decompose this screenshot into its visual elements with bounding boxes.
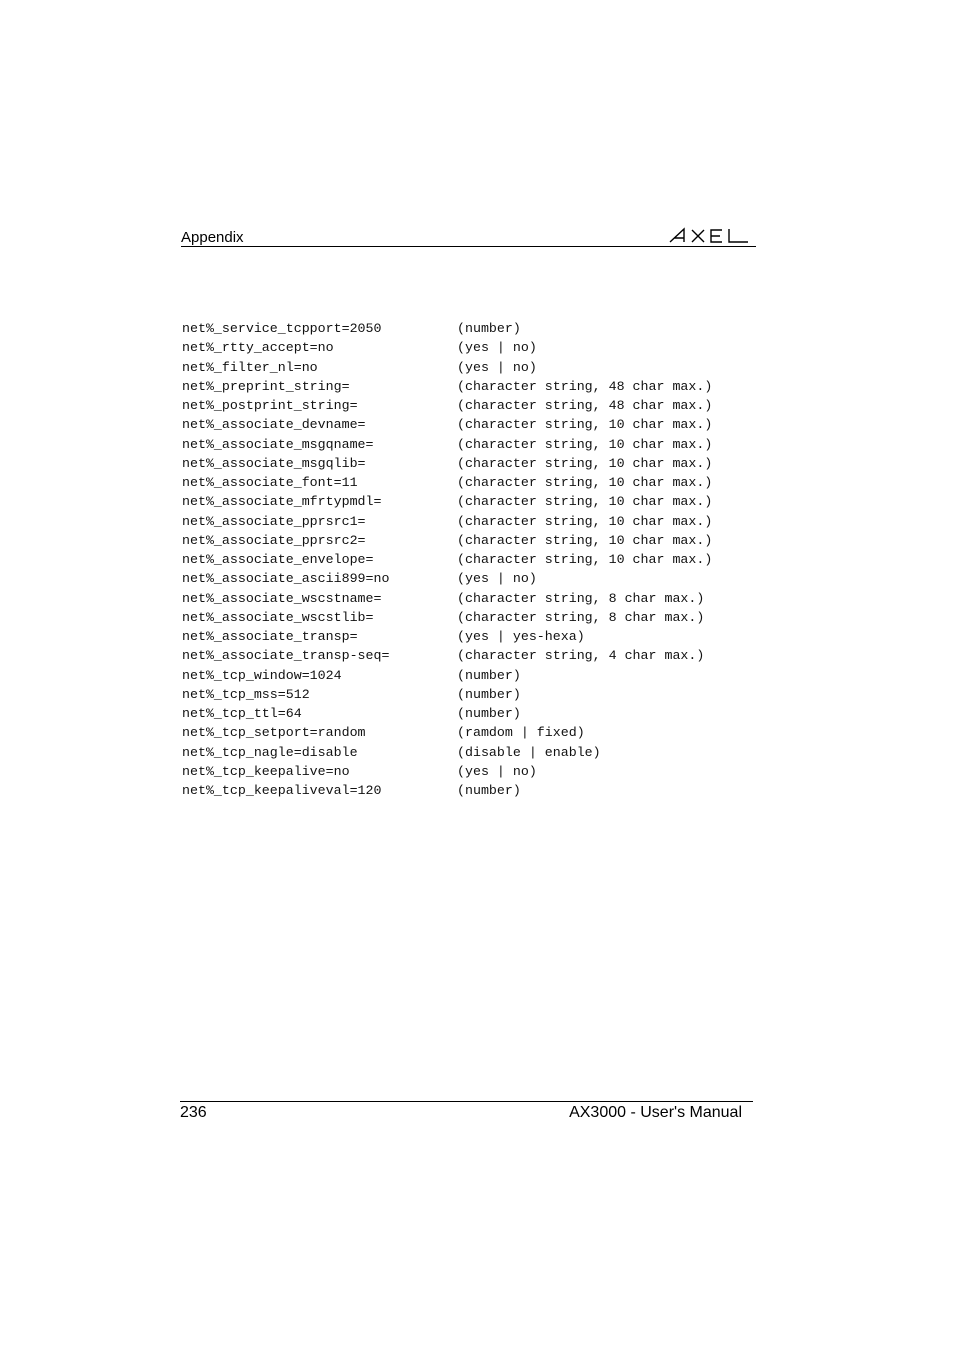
param-key: net%_associate_font=11 (182, 475, 358, 491)
param-key: net%_associate_wscstlib= (182, 609, 374, 625)
param-key: net%_associate_pprsrc2= (182, 532, 366, 548)
parameter-list (182, 319, 712, 800)
param-key: net%_associate_mfrtypmdl= (182, 494, 382, 510)
param-key: net%_tcp_keepaliveval=120 (182, 783, 382, 799)
page-header (181, 222, 756, 247)
param-key: net%_tcp_window=1024 (182, 667, 342, 683)
param-row (182, 569, 712, 588)
param-value: (character string, 10 char max.) (457, 513, 713, 529)
param-row (182, 723, 712, 742)
param-key: net%_tcp_setport=random (182, 725, 366, 741)
param-value: (number) (457, 783, 521, 799)
param-value: (disable | enable) (457, 744, 601, 760)
param-row (182, 512, 712, 531)
param-row (182, 743, 712, 762)
param-value: (character string, 10 char max.) (457, 417, 713, 433)
param-value: (number) (457, 667, 521, 683)
param-key: net%_service_tcpport=2050 (182, 321, 382, 337)
param-key: net%_tcp_ttl=64 (182, 706, 302, 722)
param-row (182, 454, 712, 473)
param-key: net%_associate_msgqlib= (182, 455, 366, 471)
param-value: (yes | no) (457, 359, 537, 375)
param-value: (character string, 48 char max.) (457, 398, 713, 414)
param-key: net%_tcp_keepalive=no (182, 763, 350, 779)
param-row (182, 473, 712, 492)
param-row (182, 704, 712, 723)
param-key: net%_associate_ascii899=no (182, 571, 390, 587)
param-key: net%_associate_msgqname= (182, 436, 374, 452)
param-value: (character string, 10 char max.) (457, 455, 713, 471)
param-value: (character string, 10 char max.) (457, 494, 713, 510)
param-key: net%_rtty_accept=no (182, 340, 334, 356)
param-row (182, 589, 712, 608)
param-key: net%_associate_wscstname= (182, 590, 382, 606)
param-value: (yes | no) (457, 763, 537, 779)
param-row (182, 685, 712, 704)
param-row (182, 492, 712, 511)
param-key: net%_postprint_string= (182, 398, 358, 414)
param-value: (number) (457, 321, 521, 337)
param-value: (character string, 48 char max.) (457, 378, 713, 394)
param-key: net%_preprint_string= (182, 378, 350, 394)
page-number: 236 (180, 1104, 207, 1121)
page-footer (180, 1101, 753, 1126)
param-row (182, 550, 712, 569)
param-row (182, 781, 712, 800)
param-key: net%_filter_nl=no (182, 359, 318, 375)
param-key: net%_associate_transp= (182, 629, 358, 645)
param-row (182, 627, 712, 646)
param-row (182, 396, 712, 415)
manual-title: AX3000 - User's Manual (569, 1104, 742, 1121)
param-value: (yes | no) (457, 571, 537, 587)
param-key: net%_tcp_nagle=disable (182, 744, 358, 760)
param-row (182, 762, 712, 781)
param-key: net%_associate_pprsrc1= (182, 513, 366, 529)
param-row (182, 319, 712, 338)
param-value: (character string, 8 char max.) (457, 590, 705, 606)
param-row (182, 415, 712, 434)
param-value: (character string, 10 char max.) (457, 532, 713, 548)
param-key: net%_associate_transp-seq= (182, 648, 390, 664)
param-row (182, 358, 712, 377)
param-value: (number) (457, 686, 521, 702)
param-value: (yes | no) (457, 340, 537, 356)
param-key: net%_associate_envelope= (182, 552, 374, 568)
param-value: (number) (457, 706, 521, 722)
param-key: net%_tcp_mss=512 (182, 686, 310, 702)
param-row (182, 377, 712, 396)
param-row (182, 435, 712, 454)
param-row (182, 608, 712, 627)
param-value: (ramdom | fixed) (457, 725, 585, 741)
section-title: Appendix (181, 229, 244, 246)
param-value: (character string, 10 char max.) (457, 436, 713, 452)
param-row (182, 338, 712, 357)
param-row (182, 646, 712, 665)
param-value: (character string, 10 char max.) (457, 552, 713, 568)
param-value: (character string, 4 char max.) (457, 648, 705, 664)
param-value: (character string, 8 char max.) (457, 609, 705, 625)
param-row (182, 666, 712, 685)
param-value: (character string, 10 char max.) (457, 475, 713, 491)
axel-logo (668, 226, 754, 244)
param-value: (yes | yes-hexa) (457, 629, 585, 645)
param-key: net%_associate_devname= (182, 417, 366, 433)
param-row (182, 531, 712, 550)
